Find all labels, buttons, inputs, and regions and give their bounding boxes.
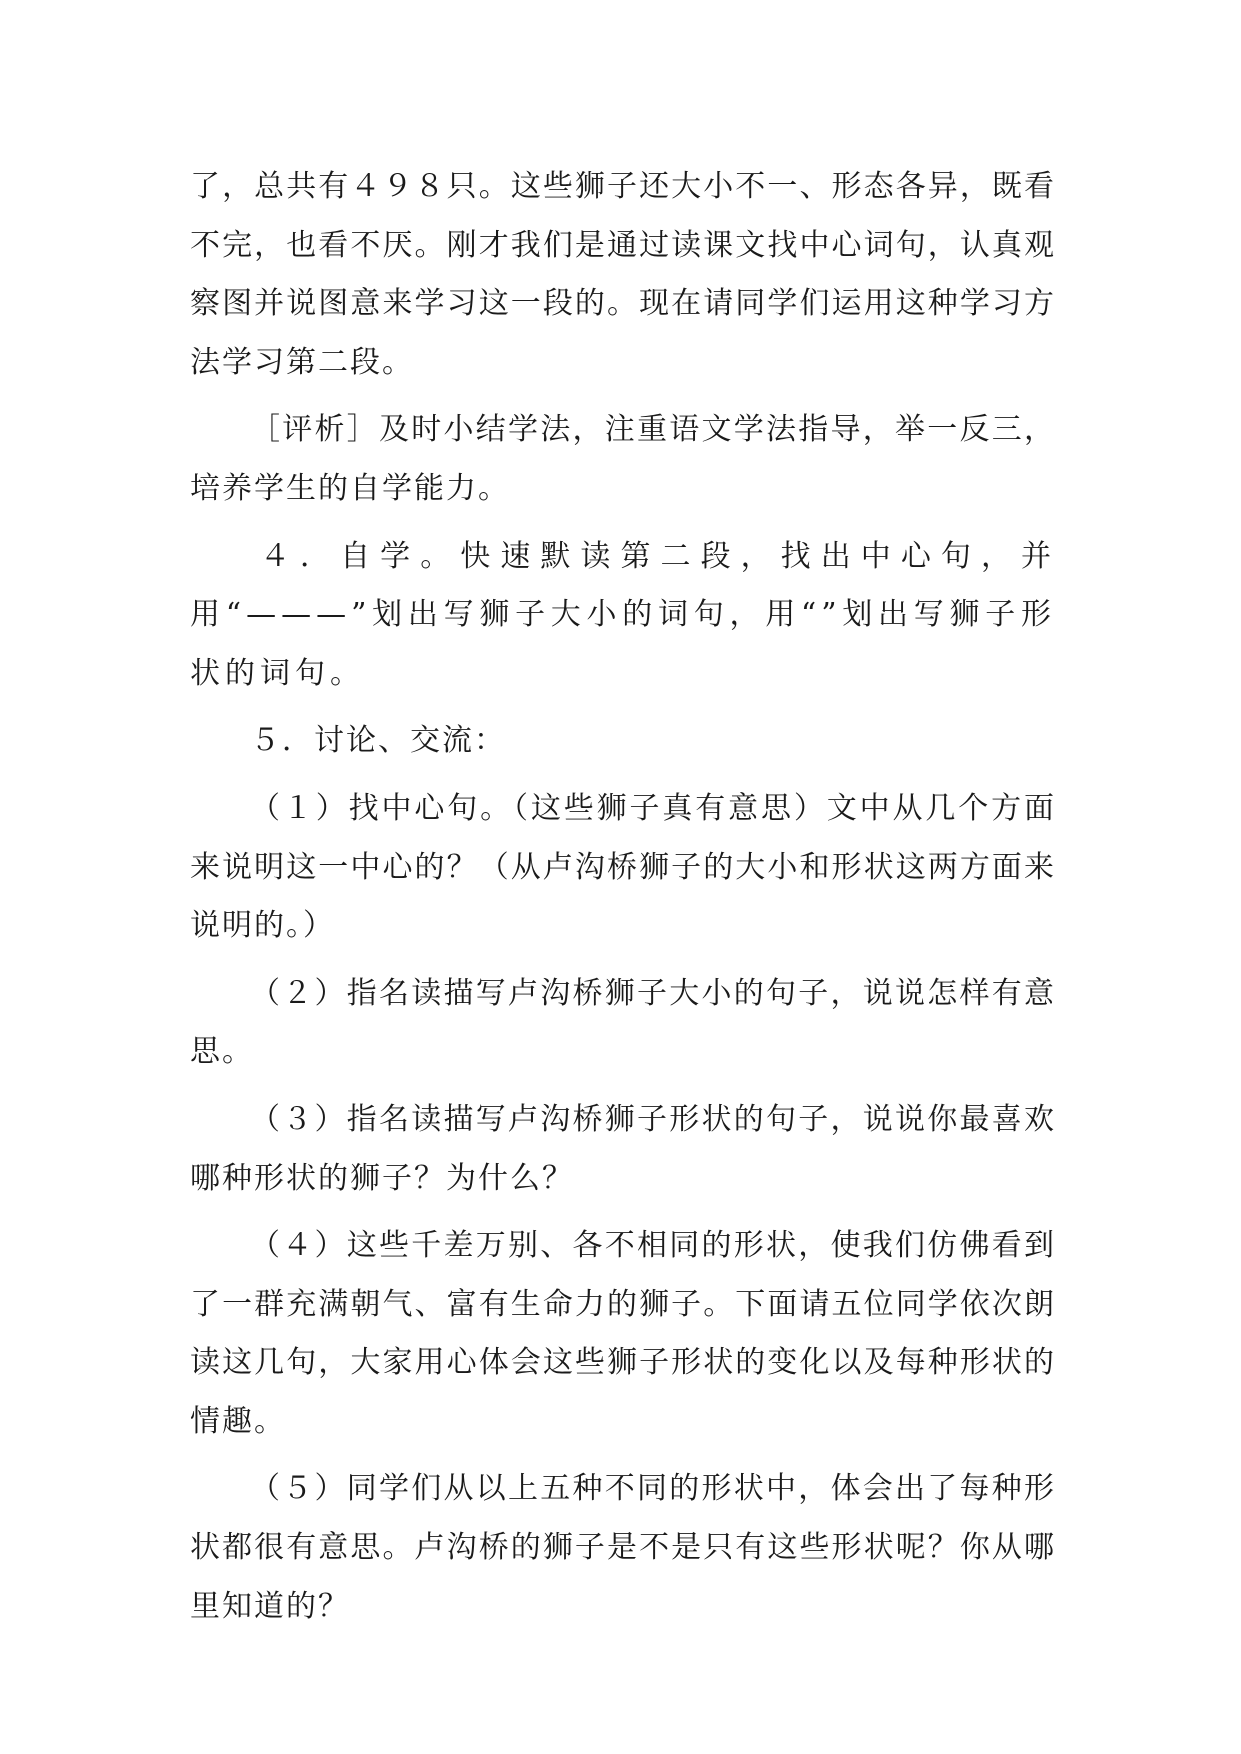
paragraph-item-2: （２）指名读描写卢沟桥狮子大小的句子，说说怎样有意思。 [190,975,1056,1070]
paragraph-step-4: ４．自学。快速默读第二段，找出中心句，并用“———”划出写狮子大小的词句，用“”划出写狮子形状的词句。 [190,538,1056,691]
paragraph-step-5: ５．讨论、交流： [250,723,506,759]
paragraph-item-5: （５）同学们从以上五种不同的形状中，体会出了每种形状都很有意思。卢沟桥的狮子是不是只有这些形状呢？你从哪里知道的？ [190,1471,1056,1624]
paragraph-comment: ［评析］及时小结学法，注重语文学法指导，举一反三，培养学生的自学能力。 [190,412,1056,506]
paragraph-item-4: （４）这些千差万别、各不相同的形状，使我们仿佛看到了一群充满朝气、富有生命力的狮子。下面请五位同学依次朗读这几句，大家用心体会这些狮子形状的变化以及每种形状的情趣。 [190,1228,1056,1439]
paragraph-continuation: 了，总共有４９８只。这些狮子还大小不一、形态各异，既看不完，也看不厌。刚才我们是通过读课文找中心词句，认真观察图并说图意来学习这一段的。现在请同学们运用这种学习方法学习第二段。 [190,169,1056,380]
paragraph-item-3: （３）指名读描写卢沟桥狮子形状的句子，说说你最喜欢哪种形状的狮子？为什么？ [190,1101,1056,1196]
paragraph-item-1: （１）找中心句。（这些狮子真有意思）文中从几个方面来说明这一中心的？（从卢沟桥狮子的大小和形状这两方面来说明的。） [190,790,1056,944]
document-page [190,158,1056,1645]
